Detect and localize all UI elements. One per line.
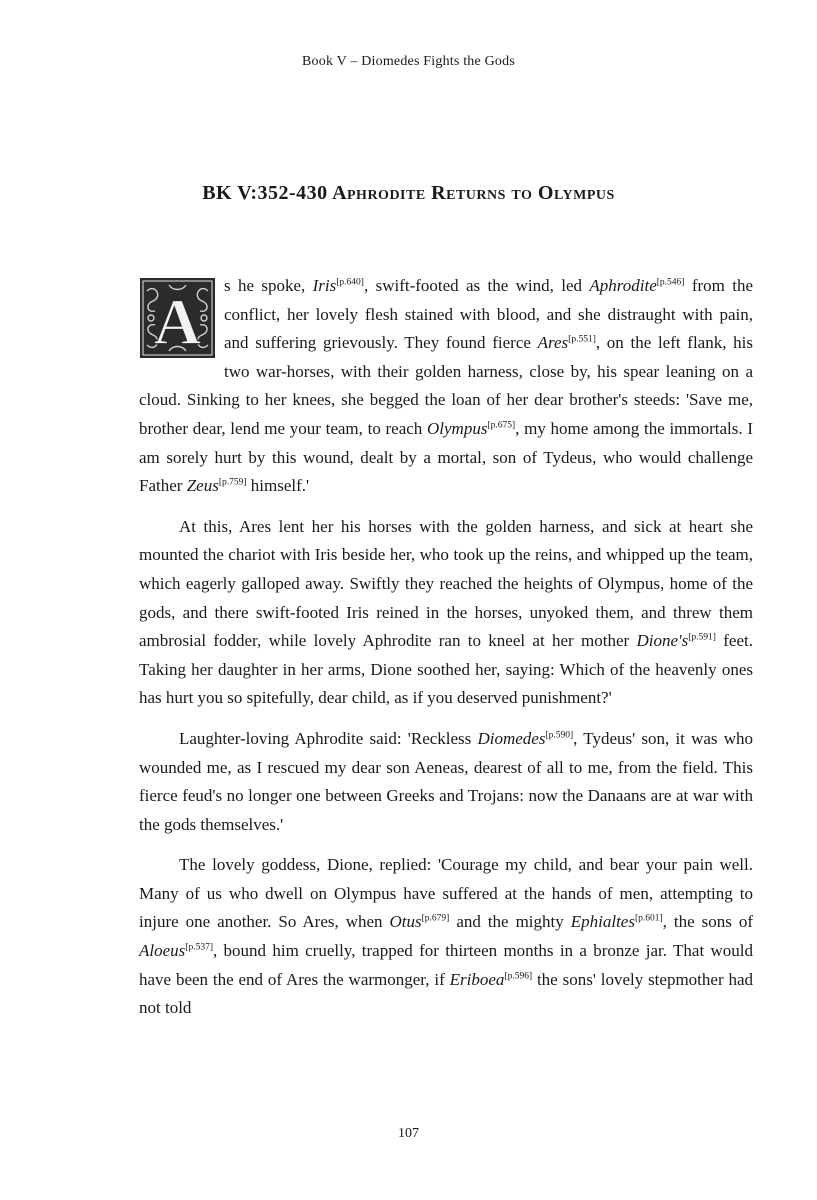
paragraph-3: Laughter-loving Aphrodite said: 'Reckless Diomedes[p.590], Tydeus' son, it was who wounded me, as I rescued my dear son Aeneas, dearest of all to me, from the field. This fierce feud's no longer one between Greeks and Trojans: now the Danaans are at war with the gods themselves.' [139,728,753,834]
dropcap-letter: A [153,286,202,359]
page-number: 107 [398,1126,419,1141]
paragraph-1: A s he spoke, Iris[p.640], swift-footed as the wind, led Aphrodite[p.546] from the conflict, her lovely flesh stained with blood, and she distraught with pain, and suffering grievously. They found fierce Ares[p.551], on the left flank, his two war-horses, with their golden harness, close by, his spear leaning on a cloud. Sinking to her knees, she begged the loan of her dear brother's steeds: 'Save me, brother dear, lend me your team, to reach Olympus[p.675], my home among the immortals. I am sorely hurt by this wound, dealt by a mortal, son of Tydeus, who would challenge Father Zeus[p.759] himself.' [139,276,753,496]
chapter-title: BK V:352-430 Aphrodite Returns to Olympus [202,182,615,204]
running-head: Book V – Diomedes Fights the Gods [302,54,515,69]
paragraph-4: The lovely goddess, Dione, replied: 'Courage my child, and bear your pain well. Many of us who dwell on Olympus have suffered at the hands of men, attempting to injure one another. So Ares, when Otus[p.679] and the mighty Ephialtes[p.601], the sons of Aloeus[p.537], bound him cruelly, trapped for thirteen months in a bronze jar. That would have been the end of Ares the warmonger, if Eriboea[p.596] the sons' lovely stepmother had not told [139,855,754,1018]
body-text [139,272,753,1035]
ornamental-dropcap-a [139,277,216,359]
paragraph-2: At this, Ares lent her his horses with the golden harness, and sick at heart she mounted the chariot with Iris beside her, who took up the reins, and whipped up the team, which eagerly galloped away. Swiftly they reached the heights of Olympus, home of the gods, and there swift-footed Iris reined in the horses, unyoked them, and threw them ambrosial fodder, while lovely Aphrodite ran to kneel at her mother Dione's[p.591] feet. Taking her daughter in her arms, Dione soothed her, saying: Which of the heavenly ones has hurt you so spitefully, dear child, as if you deserved punishment?' [139,516,753,708]
